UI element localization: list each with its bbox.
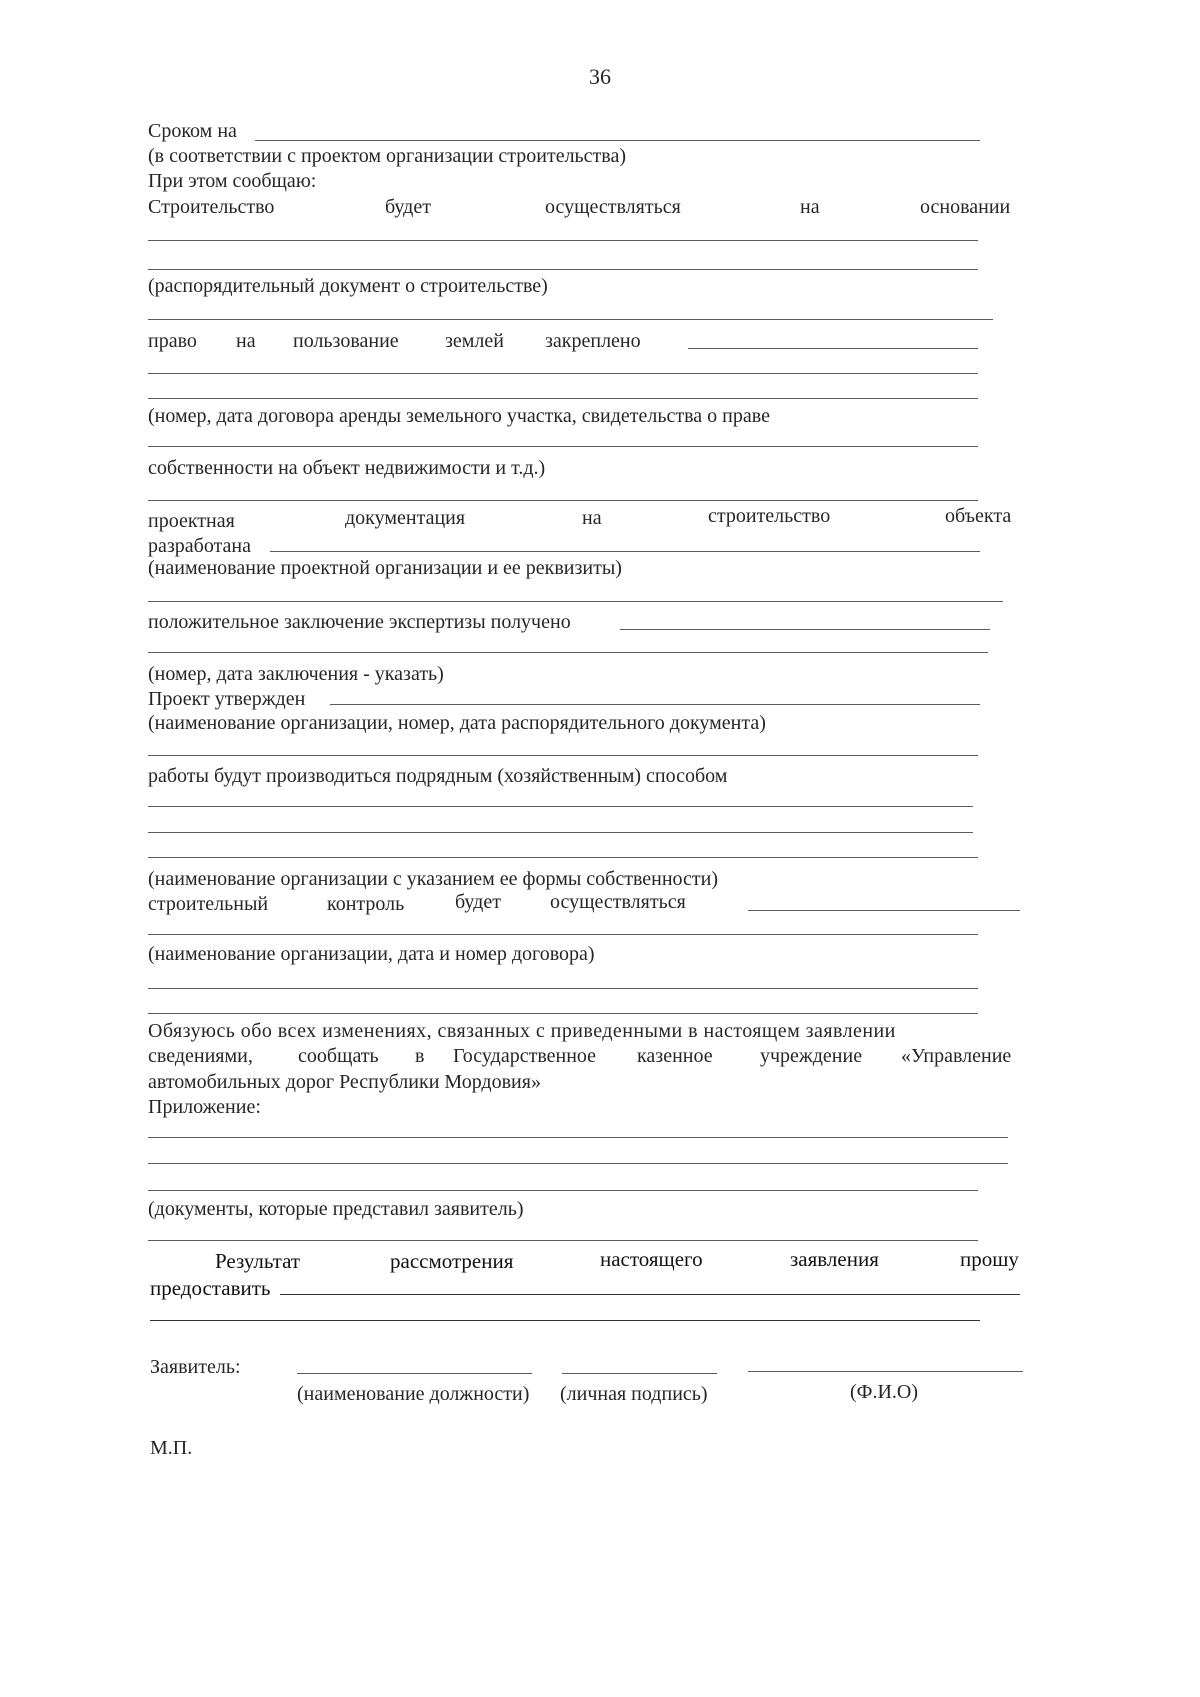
works-field[interactable] <box>148 857 978 858</box>
approved-note: (наименование организации, номер, дата распорядительного документа) <box>148 712 766 734</box>
obligation-line: автомобильных дорог Республики Мордовия» <box>148 1071 541 1093</box>
obligation-word: в <box>415 1045 425 1067</box>
appendix-field[interactable] <box>148 1163 1008 1164</box>
project-word: документация <box>345 507 466 529</box>
documents-field[interactable] <box>148 1240 978 1241</box>
construction-basis-field[interactable] <box>148 269 978 270</box>
result-word: прошу <box>960 1247 1019 1271</box>
approved-field[interactable] <box>330 704 980 705</box>
construction-word: основании <box>920 196 1011 218</box>
land-field[interactable] <box>148 373 978 374</box>
stamp-label: М.П. <box>150 1437 193 1459</box>
construction-basis-field[interactable] <box>148 240 978 241</box>
control-field[interactable] <box>748 910 1020 911</box>
ownership-field[interactable] <box>148 500 978 501</box>
lease-field[interactable] <box>148 446 978 447</box>
approved-label: Проект утвержден <box>148 688 306 710</box>
result-word: рассмотрения <box>390 1249 514 1273</box>
appendix-field[interactable] <box>148 1137 1008 1138</box>
documents-note: (документы, которые представил заявитель) <box>148 1198 524 1220</box>
appendix-label: Приложение: <box>148 1096 261 1118</box>
signature-field[interactable] <box>562 1373 717 1374</box>
land-field[interactable] <box>688 348 978 349</box>
control-word: строительный <box>148 893 269 915</box>
result-word: заявления <box>790 1247 879 1271</box>
directive-note: (распорядительный документ о строительстве) <box>148 275 548 297</box>
works-label: работы будут производиться подрядным (хозяйственным) способом <box>148 765 728 787</box>
fio-field[interactable] <box>748 1371 1023 1372</box>
control-contract-field[interactable] <box>148 1013 978 1014</box>
applicant-label: Заявитель: <box>150 1356 241 1378</box>
page-number: 36 <box>589 64 611 89</box>
works-field[interactable] <box>148 832 973 833</box>
conclusion-note: (номер, дата заключения - указать) <box>148 663 444 685</box>
control-word: осуществляться <box>550 891 686 913</box>
term-note: (в соответствии с проектом организации строительства) <box>148 145 627 167</box>
developed-field[interactable] <box>270 551 980 552</box>
obligation-word: учреждение <box>760 1045 863 1067</box>
construction-word: будет <box>385 196 431 218</box>
project-word: объекта <box>945 505 1012 527</box>
control-word: будет <box>455 891 501 913</box>
provide-label: предоставить <box>150 1276 271 1300</box>
obligation-word: Государственное <box>453 1045 597 1067</box>
report-intro: При этом сообщаю: <box>148 170 317 192</box>
land-word: право <box>148 330 197 352</box>
control-contract-field[interactable] <box>148 988 978 989</box>
project-org-field[interactable] <box>148 601 1003 602</box>
land-word: землей <box>445 330 504 352</box>
provide-field[interactable] <box>280 1294 1020 1295</box>
obligation-word: казенное <box>637 1045 713 1067</box>
obligation-word: «Управление <box>901 1045 1012 1067</box>
term-label: Сроком на <box>148 120 237 142</box>
approved-doc-field[interactable] <box>148 755 978 756</box>
construction-word: на <box>800 196 820 218</box>
appendix-field[interactable] <box>148 1190 978 1191</box>
obligation-word: сведениями, <box>148 1045 253 1067</box>
land-word: на <box>236 330 256 352</box>
land-word: пользование <box>293 330 399 352</box>
signature-caption: (личная подпись) <box>560 1383 708 1405</box>
project-org-note: (наименование проектной организации и ее реквизиты) <box>148 557 622 579</box>
term-field[interactable] <box>255 140 980 141</box>
land-field[interactable] <box>148 398 978 399</box>
project-word: строительство <box>708 505 831 527</box>
obligation-line: Обязуюсь обо всех изменениях, связанных с приведенными в настоящем заявлении <box>148 1020 896 1042</box>
result-word: настоящего <box>600 1247 703 1271</box>
construction-word: Строительство <box>148 196 275 218</box>
developed-label: разработана <box>148 535 252 557</box>
lease-note: (номер, дата договора аренды земельного участка, свидетельства о праве <box>148 405 770 427</box>
fio-caption: (Ф.И.О) <box>850 1381 919 1403</box>
position-caption: (наименование должности) <box>297 1383 530 1405</box>
directive-field[interactable] <box>148 319 993 320</box>
position-field[interactable] <box>297 1373 532 1374</box>
control-note: (наименование организации, дата и номер договора) <box>148 943 595 965</box>
provide-field[interactable] <box>150 1320 980 1321</box>
ownership-note: собственности на объект недвижимости и т.д.) <box>148 457 546 479</box>
works-org-note: (наименование организации с указанием ее формы собственности) <box>148 868 719 890</box>
construction-word: осуществляться <box>545 196 681 218</box>
expertise-field[interactable] <box>148 652 988 653</box>
project-word: на <box>582 507 602 529</box>
land-word: закреплено <box>545 330 641 352</box>
expertise-label: положительное заключение экспертизы получено <box>148 611 571 633</box>
control-field[interactable] <box>148 934 978 935</box>
project-word: проектная <box>148 510 235 532</box>
result-word: Результат <box>215 1249 301 1273</box>
expertise-field[interactable] <box>620 629 990 630</box>
obligation-word: сообщать <box>298 1045 379 1067</box>
works-field[interactable] <box>148 806 973 807</box>
control-word: контроль <box>327 893 405 915</box>
